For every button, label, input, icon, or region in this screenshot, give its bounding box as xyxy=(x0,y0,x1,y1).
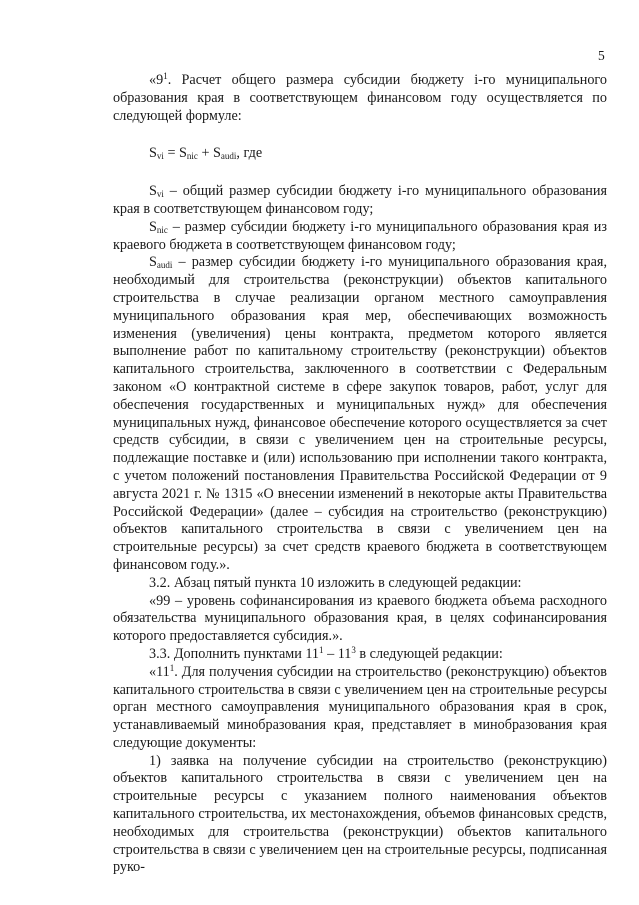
item-3-3: 3.3. Дополнить пунктами $11^1 - 11^3$ в следующей редакции: xyxy=(149,644,503,662)
paragraph-11-1: «$11^1$. Для получения субсидии на строительство (реконструкцию) объектов капитального строительства в связи с увеличением цен на строительные ресурсы орган местного самоуправления муниципального образования края в срок, устанавливаемый минобразования края, представляет в минобразования края следующие документы: xyxy=(113,662,607,751)
page-number: 5 xyxy=(598,48,605,63)
item-3-2-quote: «99 – уровень софинансирования из краевого бюджета объема расходного обязательства муниципального образования края, в целях софинансирования которого предоставляется субсидия.». xyxy=(113,592,607,645)
list-item-1: 1) заявка на получение субсидии на строительство (реконструкцию) объектов капитального строительства в связи с увеличением цен на строительные ресурсы с указанием полного наименования объектов капитального строительства, их местонахождения, объемов финансовых средств, необходимых для строительства (реконструкции) объектов капитального строительства в связи с увеличением цен на строительные ресурсы, подписанная руко- xyxy=(113,752,607,876)
definition-snic: $S_{nic}$ – размер субсидии бюджету i-го муниципального образования края из краевого бюджета в соответствующем финансовом году; xyxy=(113,218,607,253)
definition-svi: $S_{vi}$ – общий размер субсидии бюджету i-го муниципального образования края в соответствующем финансовом году; xyxy=(113,183,607,217)
formula: $S_{vi} = S_{nic} + S_{audi}$, где xyxy=(149,145,263,162)
item-3-2: 3.2. Абзац пятый пункта 10 изложить в следующей редакции: xyxy=(149,574,522,591)
paragraph-9-1: «$9^1$. Расчет общего размера субсидии бюджету i-го муниципального образования края в соответствующем финансовом году осуществляется по следующей формуле: xyxy=(113,71,607,124)
document-body xyxy=(113,72,607,877)
definition-saudi: $S_{audi}$ – размер субсидии бюджету i-го муниципального образования края, необходимый для строительства (реконструкции) объектов капитального строительства в случае реализации органом местного самоуправления муниципального образования края мер, обеспечивающих возможность изменения (увеличения) цены контракта, предметом которого является выполнение работ по капитальному строительству (реконструкции) объектов капитального строительства, заключенного в соответствии с Федеральным законом «О контрактной системе в сфере закупок товаров, работ, услуг для обеспечения государственных и муниципальных нужд» для обеспечения муниципальных нужд, финансовое обеспечение которого осуществляется за счет средств субсидии, в связи с увеличением цен на строительные ресурсы, подлежащие поставке и (или) использованию при исполнении такого контракта, с учетом положений постановления Правительства Российской Федерации от 9 августа 2021 г. № 1315 «О внесении изменений в некоторые акты Правительства Российской Федерации» (далее – субсидия на строительство (реконструкцию) объектов капитального строительства в связи с увеличением цен на строительные ресурсы) за счет средств краевого бюджета в соответствующем финансовом году.». xyxy=(113,254,607,573)
